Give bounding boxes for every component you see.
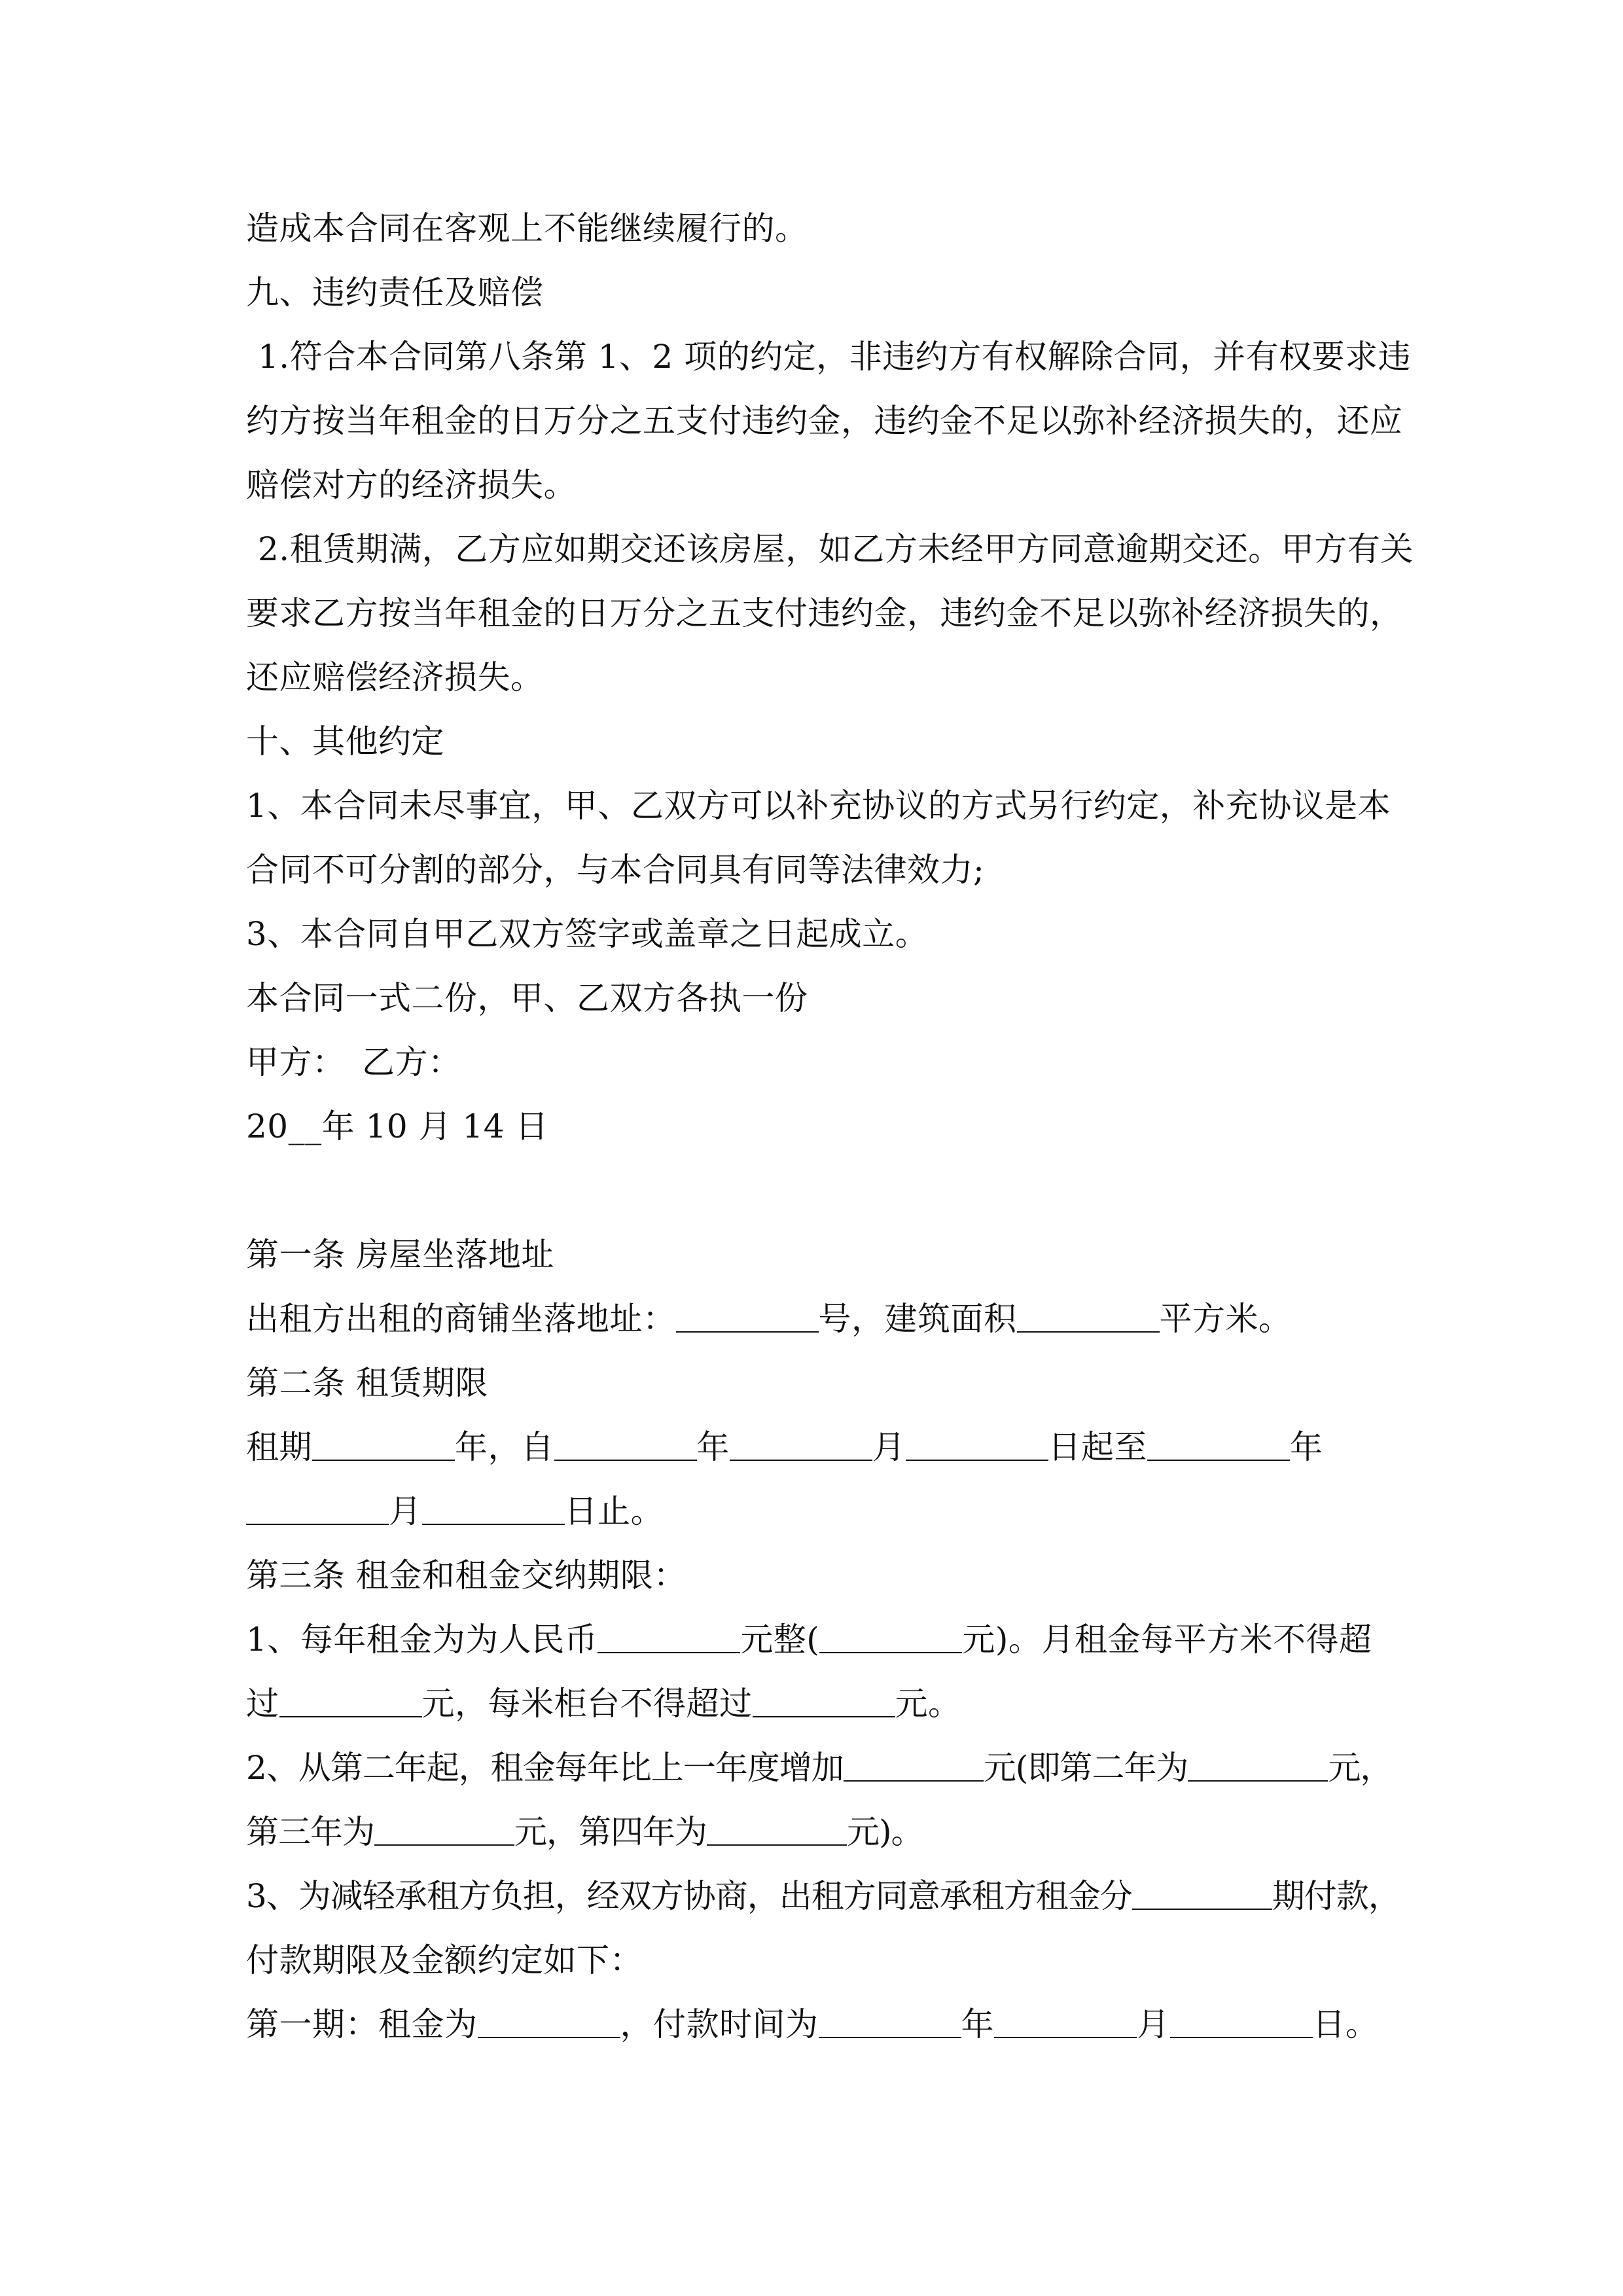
article-heading: 第一条 房屋坐落地址	[246, 1236, 554, 1274]
section-heading: 十、其他约定	[246, 723, 444, 761]
text-segment: 元)。月租金每平方米不得超	[962, 1621, 1372, 1659]
rent-line	[246, 1607, 1398, 1672]
fill-blank[interactable]	[312, 1433, 455, 1461]
text-line: 还应赔偿经济损失。	[246, 658, 544, 696]
article-heading: 第二条 租赁期限	[246, 1364, 488, 1402]
text-segment: 元(即第二年为	[983, 1749, 1188, 1787]
section-heading: 九、违约责任及赔偿	[246, 274, 544, 312]
rent-increase-line	[246, 1736, 1398, 1800]
text-segment: 月	[389, 1492, 422, 1530]
text-segment: 租期	[246, 1428, 312, 1466]
fill-blank[interactable]	[1170, 2011, 1313, 2038]
text-segment: 第一期：租金为	[246, 2005, 478, 2043]
text-line: 约方按当年租金的日万分之五支付违约金，违约金不足以弥补经济损失的，还应	[246, 402, 1403, 440]
text-segment: 日。	[1312, 2005, 1379, 2043]
address-line	[246, 1287, 1398, 1351]
fill-blank[interactable]	[994, 2011, 1137, 2038]
text-segment: 月	[872, 1428, 906, 1466]
fill-blank[interactable]	[753, 1690, 895, 1717]
text-segment: 3、为减轻承租方负担，经双方协商，出租方同意承租方租金分	[246, 1877, 1132, 1915]
text-line: 3、本合同自甲乙双方签字或盖章之日起成立。	[246, 915, 929, 953]
text-segment: 年	[961, 2005, 994, 2043]
fill-blank[interactable]	[374, 1818, 514, 1846]
date-line: 20__年 10 月 14 日	[246, 1107, 548, 1145]
rent-increase-line-continued	[246, 1800, 1398, 1864]
fill-blank[interactable]	[676, 1305, 819, 1333]
text-segment: 1、每年租金为为人民币	[246, 1621, 598, 1659]
text-segment: 号，建筑面积	[818, 1300, 1017, 1338]
fill-blank[interactable]	[844, 1754, 984, 1782]
text-segment: ，付款时间为	[620, 2005, 819, 2043]
fill-blank[interactable]	[1188, 1754, 1328, 1782]
fill-blank[interactable]	[906, 1433, 1048, 1461]
text-line: 合同不可分割的部分，与本合同具有同等法律效力;	[246, 851, 985, 889]
fill-blank[interactable]	[422, 1498, 565, 1525]
text-segment: 元整(	[740, 1621, 820, 1659]
fill-blank[interactable]	[478, 2011, 620, 2038]
text-segment: 2、从第二年起，租金每年比上一年度增加	[246, 1749, 844, 1787]
text-line: 2.租赁期满，乙方应如期交还该房屋，如乙方未经甲方同意逾期交还。甲方有关	[258, 530, 1414, 568]
fill-blank[interactable]	[246, 1498, 389, 1525]
fill-blank[interactable]	[1132, 1882, 1272, 1910]
fill-blank[interactable]	[1147, 1433, 1290, 1461]
text-segment: 元，第四年为	[514, 1813, 707, 1851]
fill-blank[interactable]	[819, 2011, 961, 2038]
text-segment: 月	[1137, 2005, 1170, 2043]
text-segment: 元。	[895, 1685, 961, 1723]
text-segment: 过	[246, 1685, 279, 1723]
term-line-continued	[246, 1479, 1398, 1543]
contract-page	[246, 196, 1414, 2056]
fill-blank[interactable]	[1017, 1305, 1160, 1333]
text-segment: 日止。	[564, 1492, 664, 1530]
article-heading: 第三条 租金和租金交纳期限：	[246, 1556, 687, 1594]
signature-line: 甲方： 乙方：	[246, 1043, 461, 1081]
text-segment: 出租方出租的商铺坐落地址：	[246, 1300, 676, 1338]
text-segment: 元，	[1328, 1749, 1393, 1787]
fill-blank[interactable]	[554, 1433, 697, 1461]
installment-line-continued: 付款期限及金额约定如下：	[246, 1941, 643, 1979]
text-segment: 日起至	[1048, 1428, 1147, 1466]
text-segment: 年	[1290, 1428, 1323, 1466]
text-segment: 元，每米柜台不得超过	[421, 1685, 753, 1723]
text-segment: 第三年为	[246, 1813, 374, 1851]
text-line: 造成本合同在客观上不能继续履行的。	[246, 209, 808, 247]
text-line: 本合同一式二份，甲、乙双方各执一份	[246, 979, 808, 1017]
text-segment: 期付款，	[1272, 1877, 1400, 1915]
text-line: 赔偿对方的经济损失。	[246, 466, 577, 504]
text-segment: 元)。	[847, 1813, 923, 1851]
text-segment: 年，自	[455, 1428, 554, 1466]
text-segment: 平方米。	[1159, 1300, 1292, 1338]
text-segment: 年	[696, 1428, 730, 1466]
fill-blank[interactable]	[279, 1690, 422, 1717]
spacer	[246, 1158, 1398, 1223]
fill-blank[interactable]	[730, 1433, 872, 1461]
term-line	[246, 1415, 1398, 1479]
text-line: 1、本合同未尽事宜，甲、乙双方可以补充协议的方式另行约定，补充协议是本	[246, 787, 1391, 825]
fill-blank[interactable]	[597, 1626, 740, 1653]
text-line: 1.符合本合同第八条第 1、2 项的约定，非违约方有权解除合同，并有权要求违	[258, 338, 1412, 376]
fill-blank[interactable]	[707, 1818, 847, 1846]
installment-line	[246, 1864, 1398, 1928]
rent-line-continued	[246, 1672, 1398, 1736]
phase-one-line	[246, 1992, 1398, 2056]
text-line: 要求乙方按当年租金的日万分之五支付违约金，违约金不足以弥补经济损失的，	[246, 594, 1403, 632]
fill-blank[interactable]	[819, 1626, 962, 1653]
